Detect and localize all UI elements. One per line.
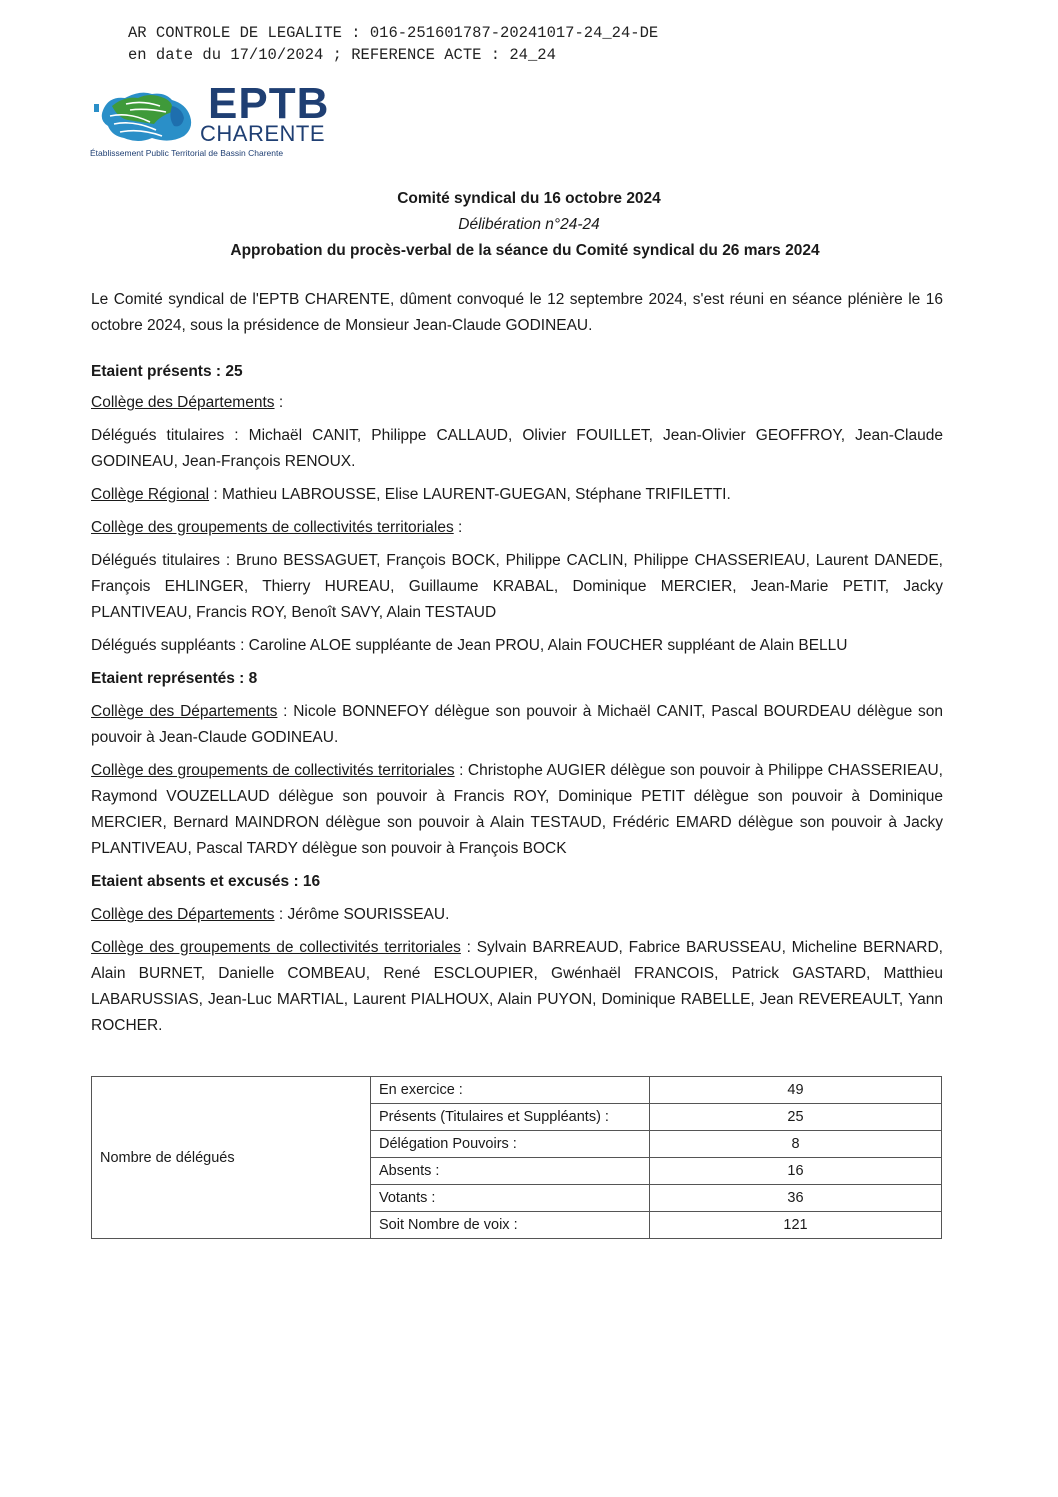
row-value: 8 [650, 1131, 942, 1158]
intro-paragraph: Le Comité syndical de l'EPTB CHARENTE, dûment convoqué le 12 septembre 2024, s'est réuni en séance plénière le 16 octobre 2024, sous la présidence de Monsieur Jean-Claude GODINEAU. [91, 291, 943, 334]
logo-acronym: EPTB [208, 79, 330, 128]
absent-dept [91, 902, 943, 928]
college-label: Collège Régional [91, 486, 210, 503]
college-label: Collège des Départements [91, 394, 275, 411]
presents-groupements-titulaires: Délégués titulaires : Bruno BESSAGUET, François BOCK, Philippe CACLIN, Philippe CHASSERIEAU, Laurent DANEDE, François EHLINGER, Thierry HUREAU, Guillaume KRABAL, Dominique MERCIER, Jean-Marie PETIT, Jacky PLANTIVEAU, Francis ROY, Benoît SAVY, Alain TESTAUD [91, 552, 943, 621]
represented-groupements-text: : Christophe AUGIER délègue son pouvoir à Philippe CHASSERIEAU, Raymond VOUZELLAUD délègue son pouvoir à Francis ROY, Dominique PETIT délègue son pouvoir à Dominique MERCIER, Bernard MAINDRON délègue son pouvoir à Alain TESTAUD, Frédéric EMARD délègue son pouvoir à Jacky PLANTIVEAU, Pascal TARDY délègue son pouvoir à François BOCK [91, 762, 943, 857]
row-label: En exercice : [371, 1077, 650, 1104]
represented-dept [91, 699, 943, 751]
presents-regional [91, 482, 943, 508]
presents-heading: Etaient présents : 25 [91, 363, 243, 380]
college-label: Collège des groupements de collectivités territoriales [91, 519, 454, 536]
college-suffix: : [453, 519, 463, 536]
eptb-logo [90, 79, 330, 162]
represented-dept-text: : Nicole BONNEFOY délègue son pouvoir à Michaël CANIT, Pascal BOURDEAU délègue son pouvoir à Jean-Claude GODINEAU. [91, 703, 943, 746]
row-value: 49 [650, 1077, 942, 1104]
table-row [92, 1077, 942, 1104]
document-body [91, 287, 943, 1039]
row-label: Délégation Pouvoirs : [371, 1131, 650, 1158]
row-label: Présents (Titulaires et Suppléants) : [371, 1104, 650, 1131]
presents-groupements-college [91, 515, 943, 541]
represented-groupements [91, 758, 943, 862]
absent-groupements-text: : Sylvain BARREAUD, Fabrice BARUSSEAU, Micheline BERNARD, Alain BURNET, Danielle COMBEAU, René ESCLOUPIER, Gwénhaël FRANCOIS, Patrick GASTARD, Matthieu LABARUSSIAS, Jean-Luc MARTIAL, Laurent PIALHOUX, Alain PUYON, Dominique RABELLE, Jean REVEREAULT, Yann ROCHER. [91, 939, 943, 1034]
college-label: Collège des Départements [91, 703, 278, 720]
delegates-summary-table [91, 1076, 942, 1239]
absent-heading: Etaient absents et excusés : 16 [91, 873, 321, 890]
presents-dept-titulaires: Délégués titulaires : Michaël CANIT, Philippe CALLAUD, Olivier FOUILLET, Jean-Olivier GEOFFROY, Jean-Claude GODINEAU, Jean-François RENOUX. [91, 427, 943, 470]
row-value: 36 [650, 1185, 942, 1212]
row-label: Soit Nombre de voix : [371, 1212, 650, 1239]
deliberation-number: Délibération n°24-24 [458, 216, 600, 233]
group-label-cell: Nombre de délégués [92, 1077, 371, 1239]
basin-map-icon [90, 86, 200, 146]
row-value: 16 [650, 1158, 942, 1185]
row-label: Absents : [371, 1158, 650, 1185]
absent-dept-text: : Jérôme SOURISSEAU. [274, 906, 450, 923]
stamp-line-1: AR CONTROLE DE LEGALITE : 016-251601787-20241017-24_24-DE [128, 24, 659, 42]
represented-heading: Etaient représentés : 8 [91, 670, 258, 687]
college-suffix: : [274, 394, 284, 411]
presents-dept-college [91, 390, 943, 416]
row-label: Votants : [371, 1185, 650, 1212]
row-value: 121 [650, 1212, 942, 1239]
deliberation-subject: Approbation du procès-verbal de la séance du Comité syndical du 26 mars 2024 [230, 242, 820, 259]
absent-groupements [91, 935, 943, 1039]
college-label: Collège des groupements de collectivités territoriales [91, 762, 455, 779]
meeting-title: Comité syndical du 16 octobre 2024 [397, 190, 661, 207]
stamp-line-2: en date du 17/10/2024 ; REFERENCE ACTE : 24_24 [128, 46, 556, 64]
college-label: Collège des groupements de collectivités territoriales [91, 939, 461, 956]
logo-subtitle: Établissement Public Territorial de Bassin Charente [90, 148, 284, 158]
logo-name: CHARENTE [200, 121, 326, 146]
legality-stamp [128, 22, 658, 66]
presents-groupements-suppleants: Délégués suppléants : Caroline ALOE suppléante de Jean PROU, Alain FOUCHER suppléant de Alain BELLU [91, 637, 848, 654]
regional-members: : Mathieu LABROUSSE, Elise LAURENT-GUEGAN, Stéphane TRIFILETTI. [209, 486, 731, 503]
college-label: Collège des Départements [91, 906, 275, 923]
row-value: 25 [650, 1104, 942, 1131]
